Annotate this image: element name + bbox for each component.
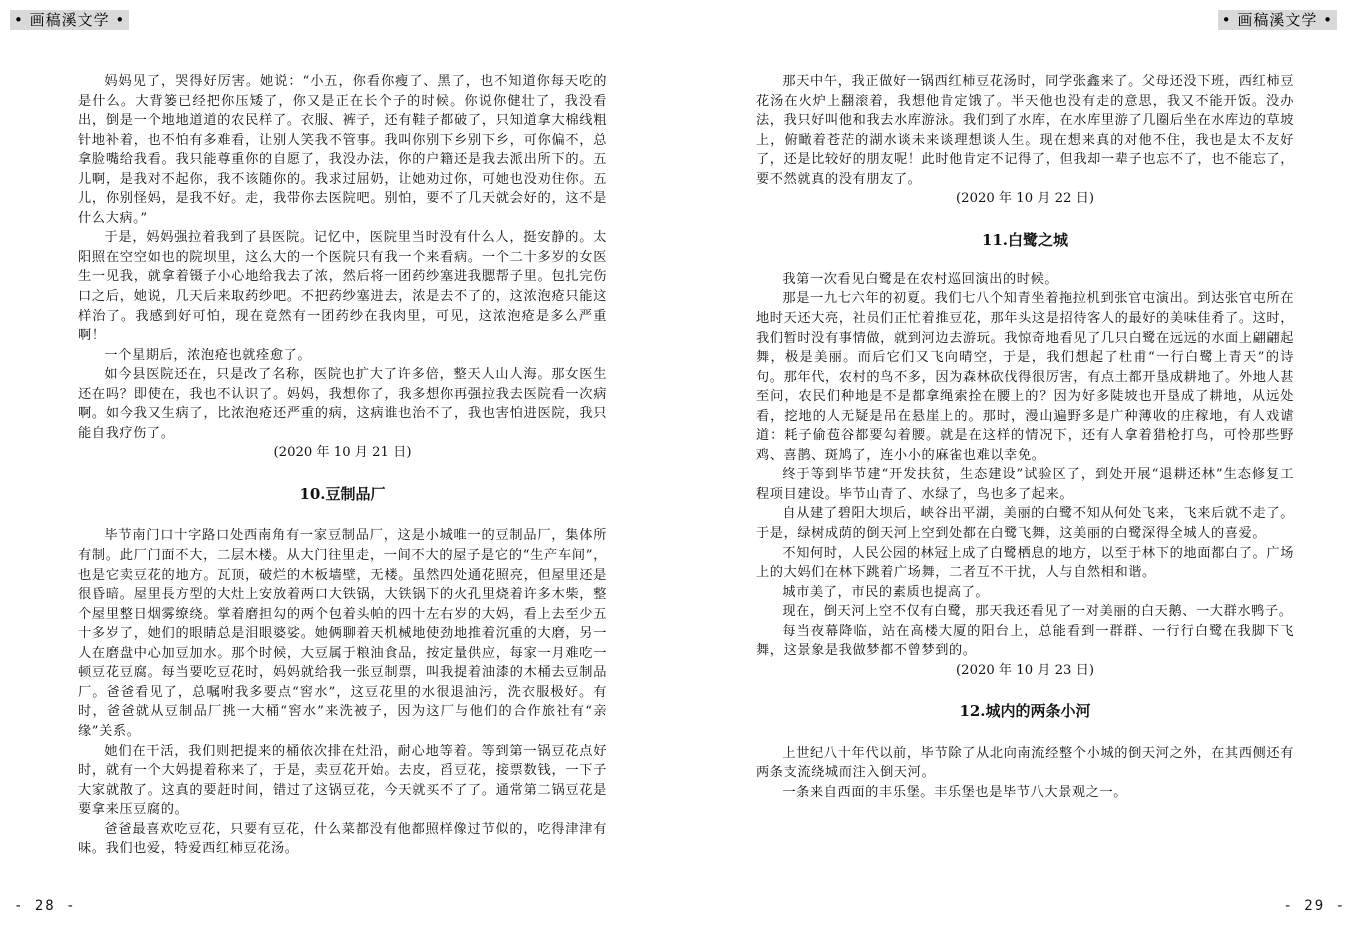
body-paragraph: 她们在干活，我们则把提来的桶依次排在灶沿，耐心地等着。等到第一锅豆花点好时，就有一个大妈提着称来了，于是，卖豆花开始。去皮，舀豆花，接票数钱，一下子大家就散了。这真的要赶时间，错过了这锅豆花，今天就买不了了。通常第二锅豆花是要拿来压豆腐的。 [78, 743, 607, 818]
date-line: (2020 年 10 月 22 日) [956, 191, 1094, 207]
body-paragraph: 每当夜幕降临，站在高楼大厦的阳台上，总能看到一群群、一行行白鹭在我脚下飞舞，这景象是我做梦都不曾梦到的。 [756, 623, 1294, 659]
body-paragraph: 城市美了，市民的素质也提高了。 [782, 584, 990, 600]
body-paragraph: 一条来自西面的丰乐堡。丰乐堡也是毕节八大景观之一。 [782, 785, 1128, 800]
page-number-right: - 29 - [1283, 898, 1346, 914]
body-paragraph: 那天中午，我正做好一锅西红柿豆花汤时，同学张鑫来了。父母还没下班，西红柿豆花汤在火炉上翻滚着，我想他肯定饿了。半天他也没有走的意思，我又不能开饭。没办法，我只好叫他和我去水库游泳。我们到了水库，在水库里游了几圈后坐在水库边的草坡上，俯瞰着苍茫的湖水谈未来谈理想谈人生。现在想来真的对他不住，我也是太不友好了，还是比较好的朋友呢！此时他肯定不记得了，但我却一辈子也忘不了，也不能忘了，要不然就真的没有朋友了。 [756, 74, 1294, 187]
section-title-12: 12.城内的两条小河 [959, 702, 1091, 721]
running-header-right: • 画稿溪文学 • [1218, 10, 1337, 30]
right-page-body [756, 72, 1294, 803]
date-line: (2020 年 10 月 21 日) [273, 445, 412, 461]
section-title-10: 10.豆制品厂 [299, 484, 386, 503]
page-number-left: - 28 - [14, 898, 77, 914]
body-paragraph: 如今县医院还在，只是改了名称，医院也扩大了许多倍，整天人山人海。那女医生还在吗？即使在，我也不认识了。妈妈，我想你了，我多想你再强拉我去医院看一次病啊。如今我又生病了，比浓泡疮还严重的病，这病谁也治不了，我也害怕进医院，我只能自我疗伤了。 [78, 367, 607, 441]
body-paragraph: 上世纪八十年代以前，毕节除了从北向南流经整个小城的倒天河之外，在其西侧还有两条支流绕城而注入倒天河。 [756, 745, 1294, 781]
left-page-body [78, 72, 607, 859]
body-paragraph: 爸爸最喜欢吃豆花，只要有豆花，什么菜都没有他都照样像过节似的，吃得津津有味。我们也爱，特爱西红柿豆花汤。 [78, 821, 607, 857]
running-header-left: • 画稿溪文学 • [10, 10, 129, 30]
section-title-11: 11.白鹭之城 [981, 230, 1069, 249]
body-paragraph: 妈妈见了，哭得好厉害。她说：“小五，你看你瘦了、黑了，也不知道你每天吃的是什么。大背篓已经把你压矮了，你又是正在长个子的时候。你说你健壮了，我没看出，倒是一个地地道道的农民样了。衣服、裤子，还有鞋子都破了，只知道拿大棉线粗针地补着，也不怕有多难看，让别人笑我不管事。我叫你别下乡别下乡，可你偏不，总拿脸嘴给我看。我只能尊重你的自愿了，我没办法，你的户籍还是我去派出所下的。五儿啊，是我对不起你，我不该随你的。我求过屈奶，让她劝过你，可她也没劝住你。五儿，你别怪妈，是我不好。走，我带你去医院吧。别怕，要不了几天就会好的，这不是什么大病。” [78, 74, 607, 226]
right-page [680, 0, 1360, 944]
body-paragraph: 我第一次看见白鹭是在农村巡回演出的时候。 [782, 271, 1059, 287]
body-paragraph: 那是一九七六年的初夏。我们七八个知青坐着拖拉机到张官屯演出。到达张官屯所在地时天还大亮，社员们正忙着推豆花，那年头这是招待客人的最好的美味佳肴了。这时，我们暂时没有事情做，就到河边去游玩。我惊奇地看见了几只白鹭在远远的水面上翩翩起舞，极是美丽。而后它们又飞向晴空，于是，我们想起了杜甫“一行白鹭上青天”的诗句。那年代，农村的鸟不多，因为森林砍伐得很厉害，有点土都开垦成耕地了。外地人甚至问，农民们种地是不是都拿绳索拴在腰上的？因为好多陡坡也开垦成了耕地，从远处看，挖地的人无疑是吊在悬崖上的。那时，漫山遍野多是广种薄收的庄稼地，有人戏谑道：耗子偷苞谷都要勾着腰。就是在这样的情况下，还有人拿着猎枪打鸟，可怜那些野鸡、喜鹊、斑鸠了，连小小的麻雀也难以幸免。 [756, 291, 1294, 463]
body-paragraph: 不知何时，人民公园的林冠上成了白鹭栖息的地方，以至于林下的地面都白了。广场上的大妈们在林下跳着广场舞，二者互不干扰，人与自然相和谐。 [756, 545, 1294, 581]
body-paragraph: 自从建了碧阳大坝后，峡谷出平湖，美丽的白鹭不知从何处飞来，飞来后就不走了。于是，绿树成荫的倒天河上空到处都在白鹭飞舞，这美丽的白鹭深得全城人的喜爱。 [756, 506, 1294, 541]
body-paragraph: 终于等到毕节建“开发扶贫，生态建设”试验区了，到处开展“退耕还林”生态修复工程项目建设。毕节山青了、水绿了，鸟也多了起来。 [756, 467, 1294, 502]
body-paragraph: 于是，妈妈强拉着我到了县医院。记忆中，医院里当时没有什么人，挺安静的。太阳照在空空如也的院坝里，这么大的一个医院只有我一个来看病。一个二十多岁的女医生一见我，就拿着镊子小心地给我去了浓，然后将一团药纱塞进我腮帮子里。包扎完伤口之后，她说，几天后来取药纱吧。不把药纱塞进去，浓是去不了的，这浓泡疮只能这样治了。我感到好可怕，现在竟然有一团药纱在我肉里，可见，这浓泡疮是多么严重啊！ [78, 230, 607, 344]
body-paragraph: 一个星期后，浓泡疮也就痊愈了。 [104, 347, 312, 363]
body-paragraph: 现在，倒天河上空不仅有白鹭，那天我还看见了一对美丽的白天鹅、一大群水鸭子。 [782, 604, 1293, 620]
date-line: (2020 年 10 月 23 日) [956, 662, 1094, 678]
body-paragraph: 毕节南门口十字路口处西南角有一家豆制品厂，这是小城唯一的豆制品厂，集体所有制。此厂门面不大，二层木楼。从大门往里走，一间不大的屋子是它的“生产车间”，也是它卖豆花的地方。瓦顶，破烂的木板墙壁，无楼。虽然四处通花照亮，但屋里还是很昏暗。屋里長方型的大灶上安放着两口大铁锅，大铁锅下的火孔里烧着许多木柴，整个屋里整日烟雾缭绕。掌着磨担勾的两个包着头帕的四十左右岁的大妈，看上去至少五十多岁了，她们的眼睛总是泪眼婆娑。她俩聊着天机械地使劲地推着沉重的大磨，另一人在磨盘中心加豆加水。那个时候，大豆属于粮油食品，按定量供应，每家一月难吃一顿豆花豆腐。每当要吃豆花时，妈妈就给我一张豆制票，叫我提着油漆的木桶去豆制品厂。爸爸看见了，总嘱咐我多要点“窖水”，这豆花里的水很退油污，洗衣服极好。有时，爸爸就从豆制品厂挑一大桶“窖水”来洗被子，因为这厂与他们的合作旅社有“亲缘”关系。 [78, 528, 607, 739]
